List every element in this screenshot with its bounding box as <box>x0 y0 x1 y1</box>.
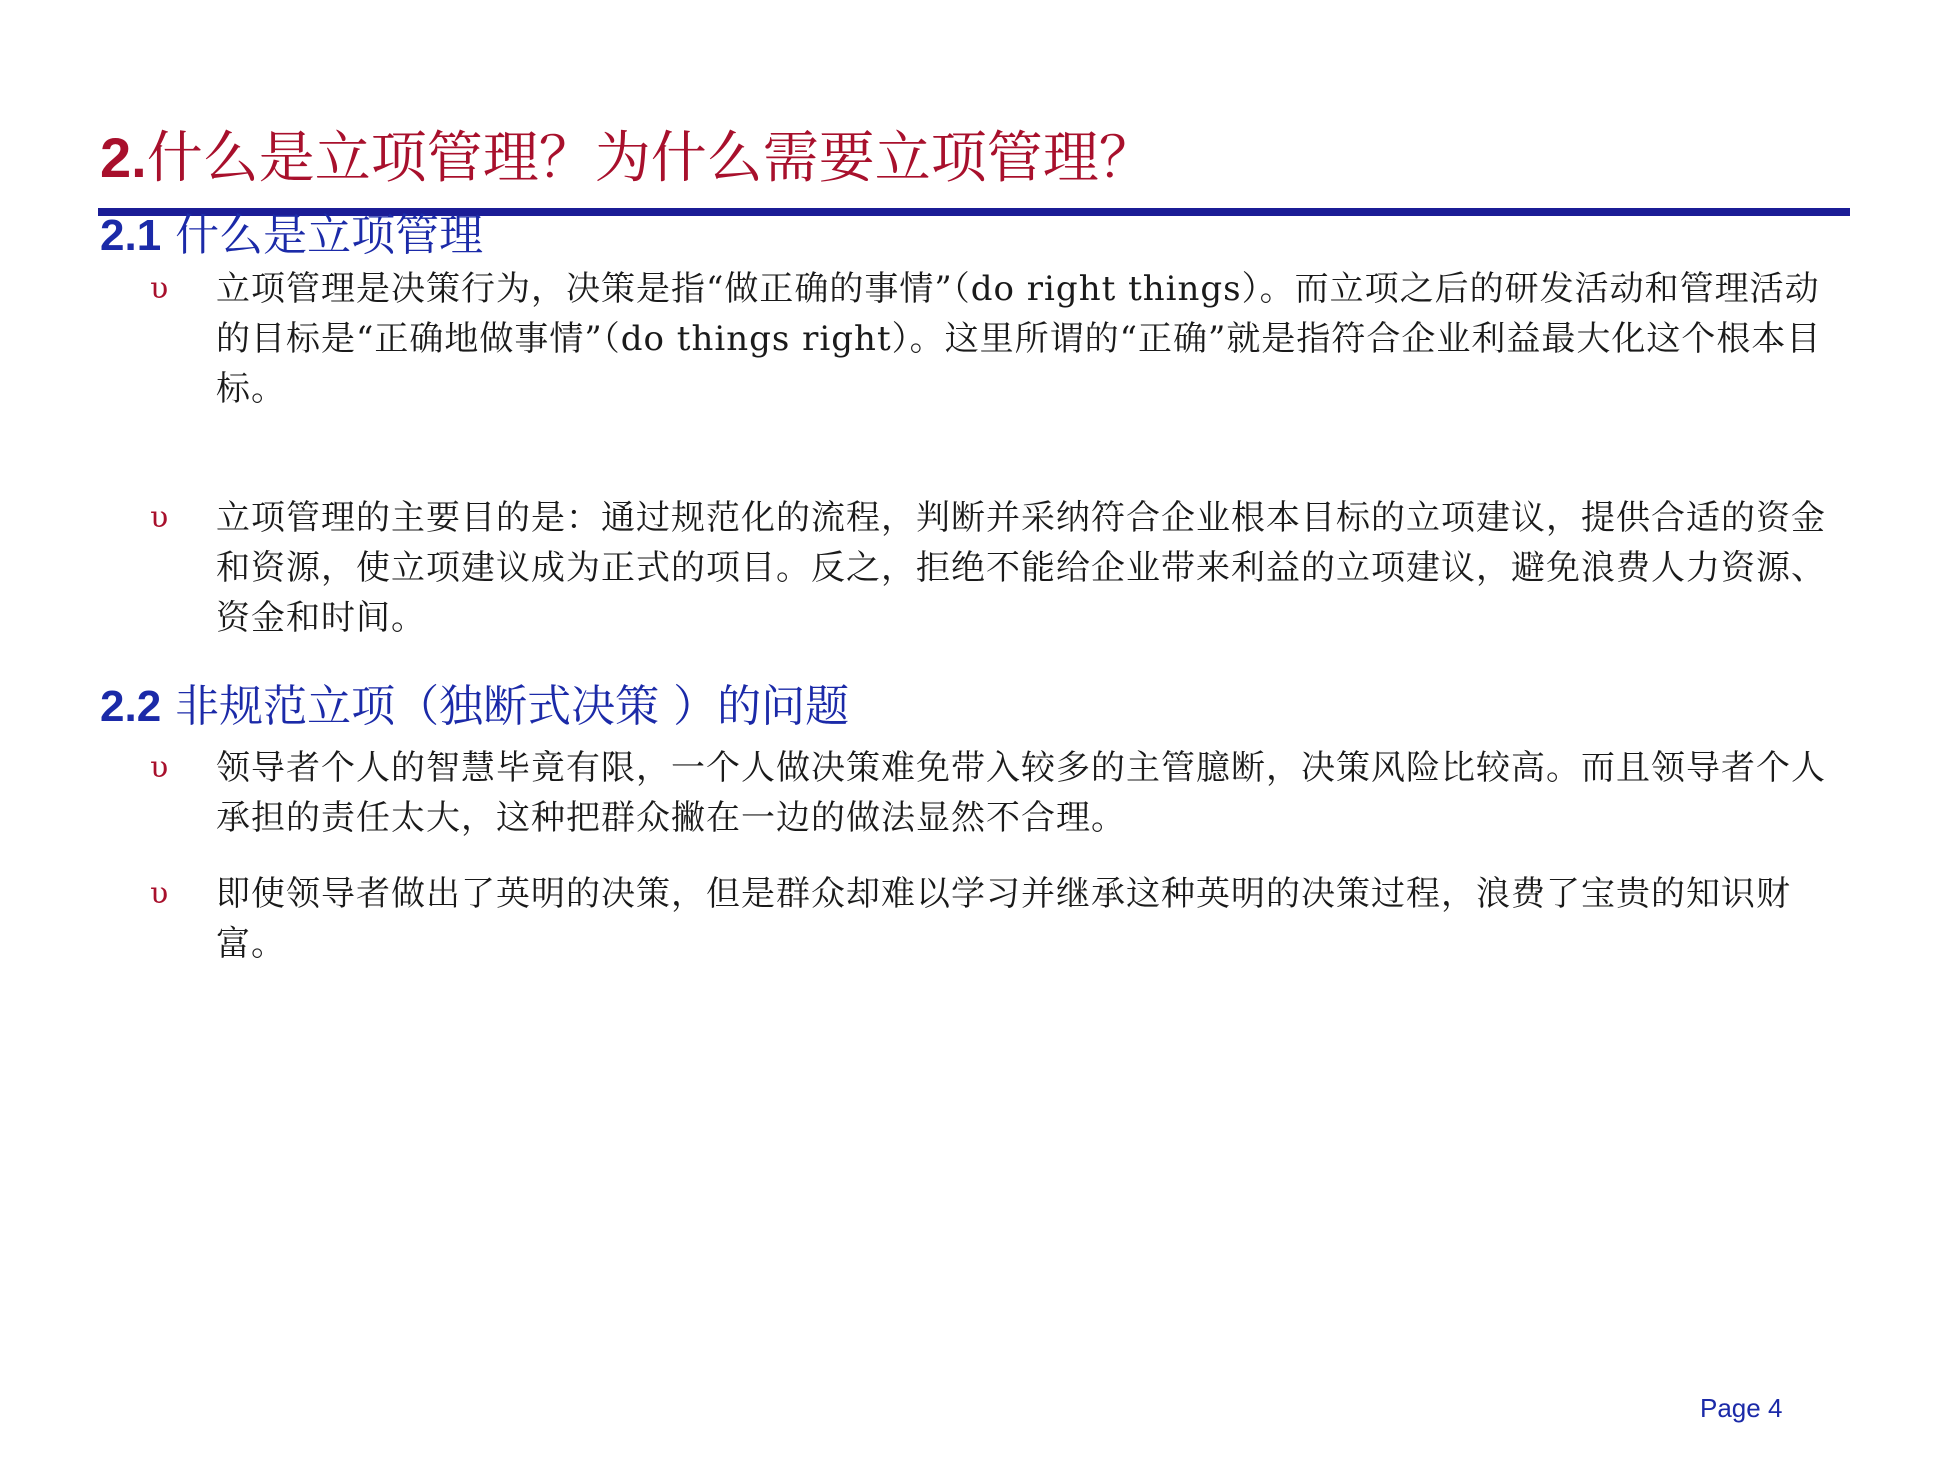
slide-title-number: 2. <box>100 126 147 189</box>
slide-title <box>100 122 1155 195</box>
bullet-marker-icon: υ <box>150 500 169 535</box>
section-heading-2-1 <box>100 208 483 264</box>
section-number: 2.1 <box>100 211 162 260</box>
section-number: 2.2 <box>100 682 162 731</box>
bullet-marker-icon: υ <box>150 876 169 911</box>
bullet-text: 立项管理是决策行为，决策是指“做正确的事情”（do right things）。而立项之后的研发活动和管理活动的目标是“正确地做事情”（do things right）。这里所谓的“正确”就是指符合企业利益最大化这个根本目标。 <box>216 269 1822 409</box>
section-heading-2-2 <box>100 679 849 735</box>
bullet-marker-icon: υ <box>150 750 169 785</box>
bullet-text: 即使领导者做出了英明的决策，但是群众却难以学习并继承这种英明的决策过程，浪费了宝贵的知识财富。 <box>216 874 1791 964</box>
bullet-marker-icon: υ <box>150 271 169 306</box>
bullet-text: 立项管理的主要目的是：通过规范化的流程，判断并采纳符合企业根本目标的立项建议，提供合适的资金和资源，使立项建议成为正式的项目。反之，拒绝不能给企业带来利益的立项建议，避免浪费人力资源、资金和时间。 <box>216 498 1826 638</box>
bullet-text: 领导者个人的智慧毕竟有限，一个人做决策难免带入较多的主管臆断，决策风险比较高。而且领导者个人承担的责任太大，这种把群众撇在一边的做法显然不合理。 <box>216 748 1826 838</box>
slide-title-text: 什么是立项管理？为什么需要立项管理？ <box>146 126 1155 191</box>
section-title: 非规范立项（独断式决策 ）的问题 <box>175 681 850 732</box>
page-number: Page 4 <box>1700 1393 1783 1423</box>
section-title: 什么是立项管理 <box>175 210 484 261</box>
